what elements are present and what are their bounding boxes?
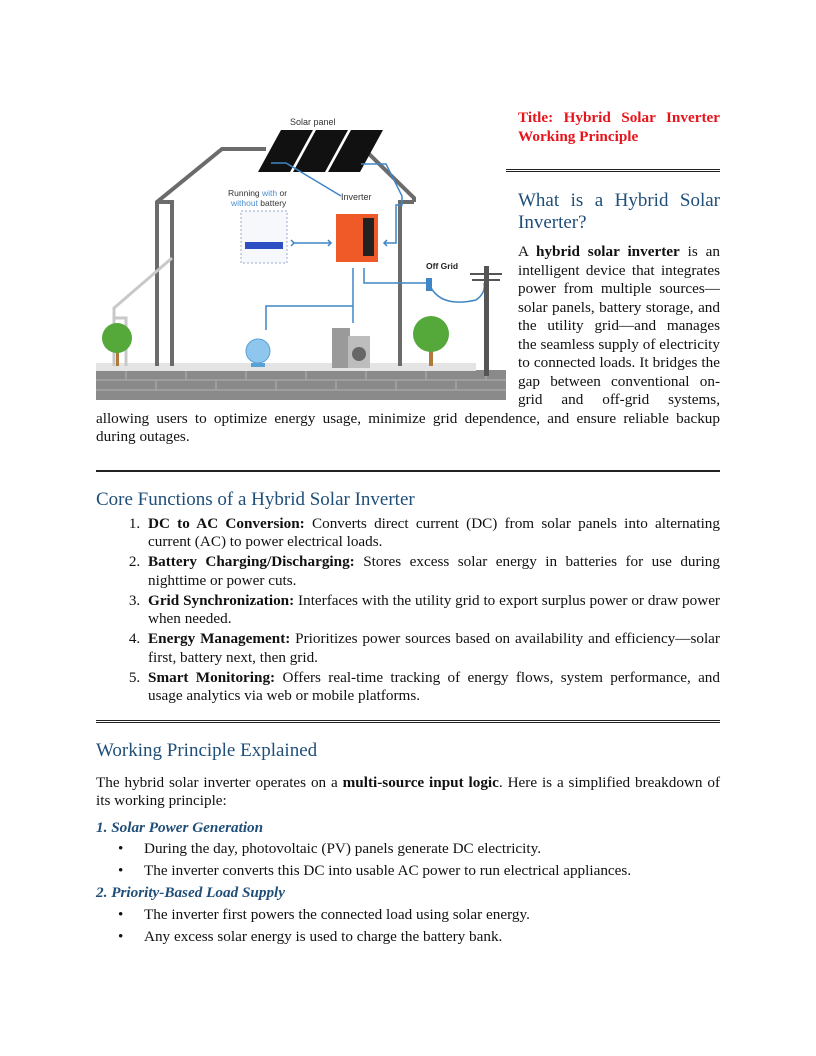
list-item: • The inverter first powers the connected load using solar energy.	[144, 906, 720, 925]
list-item: 5. Smart Monitoring: Offers real-time tracking of energy flows, system performance, and usage analytics via web or mobile platforms.	[144, 669, 720, 706]
label-without-battery: without battery	[231, 198, 287, 208]
document-title: Title: Hybrid Solar Inverter Working Principle	[518, 109, 720, 145]
core-functions-list	[96, 515, 720, 706]
list-item: • Any excess solar energy is used to charge the battery bank.	[144, 928, 720, 947]
divider	[96, 720, 720, 723]
heading-core-functions: Core Functions of a Hybrid Solar Inverter	[96, 488, 415, 510]
fan-graphic	[246, 339, 270, 363]
label-solar-panel: Solar panel	[290, 117, 336, 127]
list-item: 4. Energy Management: Prioritizes power sources based on availability and efficiency—solar first, battery next, then grid.	[144, 630, 720, 667]
list-item: 1. DC to AC Conversion: Converts direct current (DC) from solar panels into alternating current (AC) to power electrical loads.	[144, 515, 720, 552]
battery-graphic	[241, 211, 287, 263]
subheading-solar-generation: 1. Solar Power Generation	[96, 818, 264, 836]
intro-paragraph: A hybrid solar inverter is an intelligent device that integrates power from multiple sources—solar panels, battery storage, and the utility grid—and manages the seamless supply of electricity to connected loads. It bridges the gap between conventional on-grid and off-grid systems, allowing users to optimize energy usage, minimize grid dependence, and ensure reliable backup during outages.	[96, 243, 720, 445]
heading-working-principle: Working Principle Explained	[96, 739, 318, 761]
list-item: 3. Grid Synchronization: Interfaces with the utility grid to export surplus power or draw power when needed.	[144, 592, 720, 629]
label-inverter: Inverter	[341, 192, 372, 202]
list-item: • The inverter converts this DC into usable AC power to run electrical appliances.	[144, 862, 720, 881]
label-running: Running with or	[228, 188, 288, 198]
working-intro-paragraph: The hybrid solar inverter operates on a multi-source input logic. Here is a simplified breakdown of its working principle:	[96, 773, 721, 809]
list-item: • During the day, photovoltaic (PV) panels generate DC electricity.	[144, 840, 720, 859]
subheading-priority-load: 2. Priority-Based Load Supply	[96, 884, 285, 901]
list-item: 2. Battery Charging/Discharging: Stores excess solar energy in batteries for use during nighttime or power cuts.	[144, 553, 720, 590]
appliances-graphic	[332, 328, 350, 368]
bullet-list	[96, 906, 720, 947]
bullet-list	[96, 840, 720, 881]
label-off-grid: Off Grid	[426, 261, 459, 271]
heading-what-is: What is a Hybrid Solar Inverter?	[518, 190, 720, 233]
divider	[96, 470, 720, 472]
hybrid-inverter-illustration	[96, 108, 506, 400]
utility-pole-graphic	[484, 266, 489, 376]
